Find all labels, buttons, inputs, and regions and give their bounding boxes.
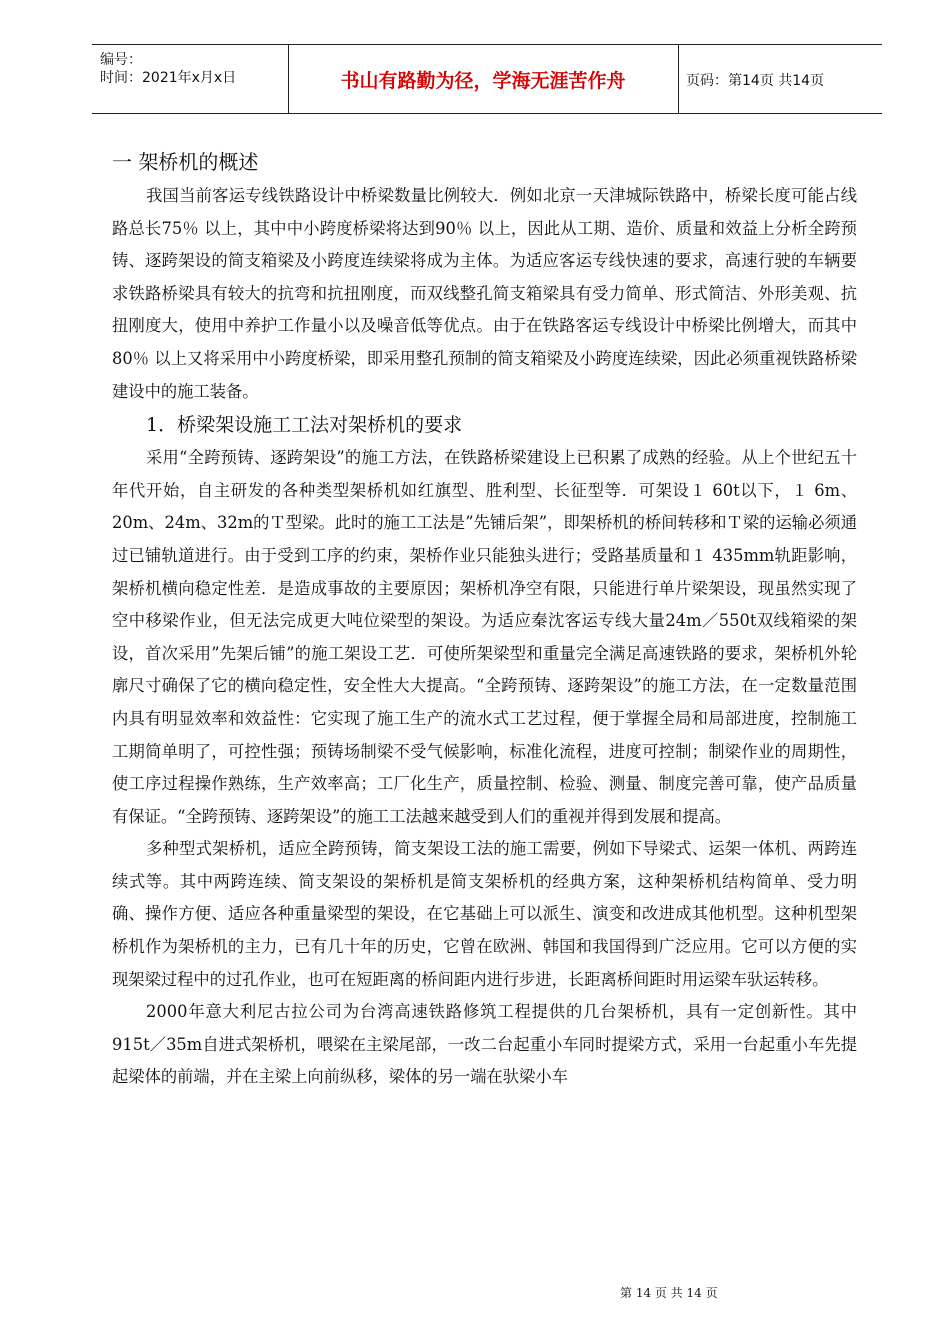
- section-title: 一 架桥机的概述: [112, 150, 259, 174]
- header-middle-cell: [288, 45, 679, 113]
- document-time-label: 时间：2021年x月x日: [100, 70, 237, 86]
- paragraph-2: 采用“全跨预铸、逐跨架设”的施工方法，在铁路桥梁建设上已积累了成熟的经验。从上个世纪五十年代开始，自主研发的各种类型架桥机如红旗型、胜利型、长征型等．可架设１ 60t以下，１ 6m、20m、24m、32m的Ｔ型梁。此时的施工工法是”先铺后架”，即架桥机的桥间转移和Ｔ梁的运输必须通过已铺轨道进行。由于受到工序的约束，架桥作业只能独头进行；受路基质量和１ 435mm轨距影响，架桥机横向稳定性差．是造成事故的主要原因；架桥机净空有限，只能进行单片梁架设，现虽然实现了空中移梁作业，但无法完成更大吨位梁型的架设。为适应秦沈客运专线大量24m／550t双线箱梁的架设，首次采用”先架后铺”的施工架设工艺．可使所架梁型和重量完全满足高速铁路的要求，架桥机外轮廓尺寸确保了它的横向稳定性，安全性大大提高。“全跨预铸、逐跨架设”的施工方法，在一定数量范围内具有明显效率和效益性：它实现了施工生产的流水式工艺过程，便于掌握全局和局部进度，控制施工工期简单明了，可控性强；预铸场制梁不受气候影响，标准化流程，进度可控制；制梁作业的周期性，使工序过程操作熟练，生产效率高；工厂化生产，质量控制、检验、测量、制度完善可靠，使产品质量有保证。“全跨预铸、逐跨架设”的施工工法越来越受到人们的重视并得到发展和提高。: [112, 448, 857, 826]
- header-left-cell: [92, 45, 289, 113]
- header-table: [92, 44, 882, 114]
- document-number-label: 编号：: [100, 52, 142, 68]
- page-footer: 第 14 页 共 14 页: [620, 1286, 718, 1300]
- header-motto: 书山有路勤为径，学海无涯苦作舟: [340, 70, 626, 92]
- paragraph-1: 我国当前客运专线铁路设计中桥梁数量比例较大．例如北京一天津城际铁路中，桥梁长度可能占线路总长75％ 以上，其中中小跨度桥梁将达到90％ 以上，因此从工期、造价、质量和效益上分析全跨预铸、逐跨架设的简支箱梁及小跨度连续梁将成为主体。为适应客运专线快速的要求，高速行驶的车辆要求铁路桥梁具有较大的抗弯和抗扭刚度，而双线整孔简支箱梁具有受力简单、形式简洁、外形美观、抗扭刚度大，使用中养护工作量小以及噪音低等优点。由于在铁路客运专线设计中桥梁比例增大，而其中80％ 以上又将采用中小跨度桥梁，即采用整孔预制的简支箱梁及小跨度连续梁，因此必须重视铁路桥梁建设中的施工装备。: [112, 186, 857, 401]
- document-body: [112, 148, 857, 1094]
- paragraph-4: 2000年意大利尼古拉公司为台湾高速铁路修筑工程提供的几台架桥机，具有一定创新性。其中915t／35m自进式架桥机，喂梁在主梁尾部，一改二台起重小车同时提梁方式，采用一台起重小车先提起梁体的前端，并在主梁上向前纵移，梁体的另一端在驮梁小车: [112, 1002, 857, 1087]
- header-page-number: 页码：第14页 共14页: [686, 73, 825, 89]
- header-right-cell: [678, 45, 882, 113]
- paragraph-3: 多种型式架桥机，适应全跨预铸，简支架设工法的施工需要，例如下导梁式、运架一体机、两跨连续式等。其中两跨连续、简支架设的架桥机是简支架桥机的经典方案，这种架桥机结构简单、受力明确、操作方便、适应各种重量梁型的架设，在它基础上可以派生、演变和改进成其他机型。这种机型架桥机作为架桥机的主力，已有几十年的历史，它曾在欧洲、韩国和我国得到广泛应用。它可以方便的实现架梁过程中的过孔作业，也可在短距离的桥间距内进行步进，长距离桥间距时用运梁车驮运转移。: [112, 839, 857, 989]
- subsection-title: 1．桥梁架设施工工法对架桥机的要求: [146, 414, 463, 437]
